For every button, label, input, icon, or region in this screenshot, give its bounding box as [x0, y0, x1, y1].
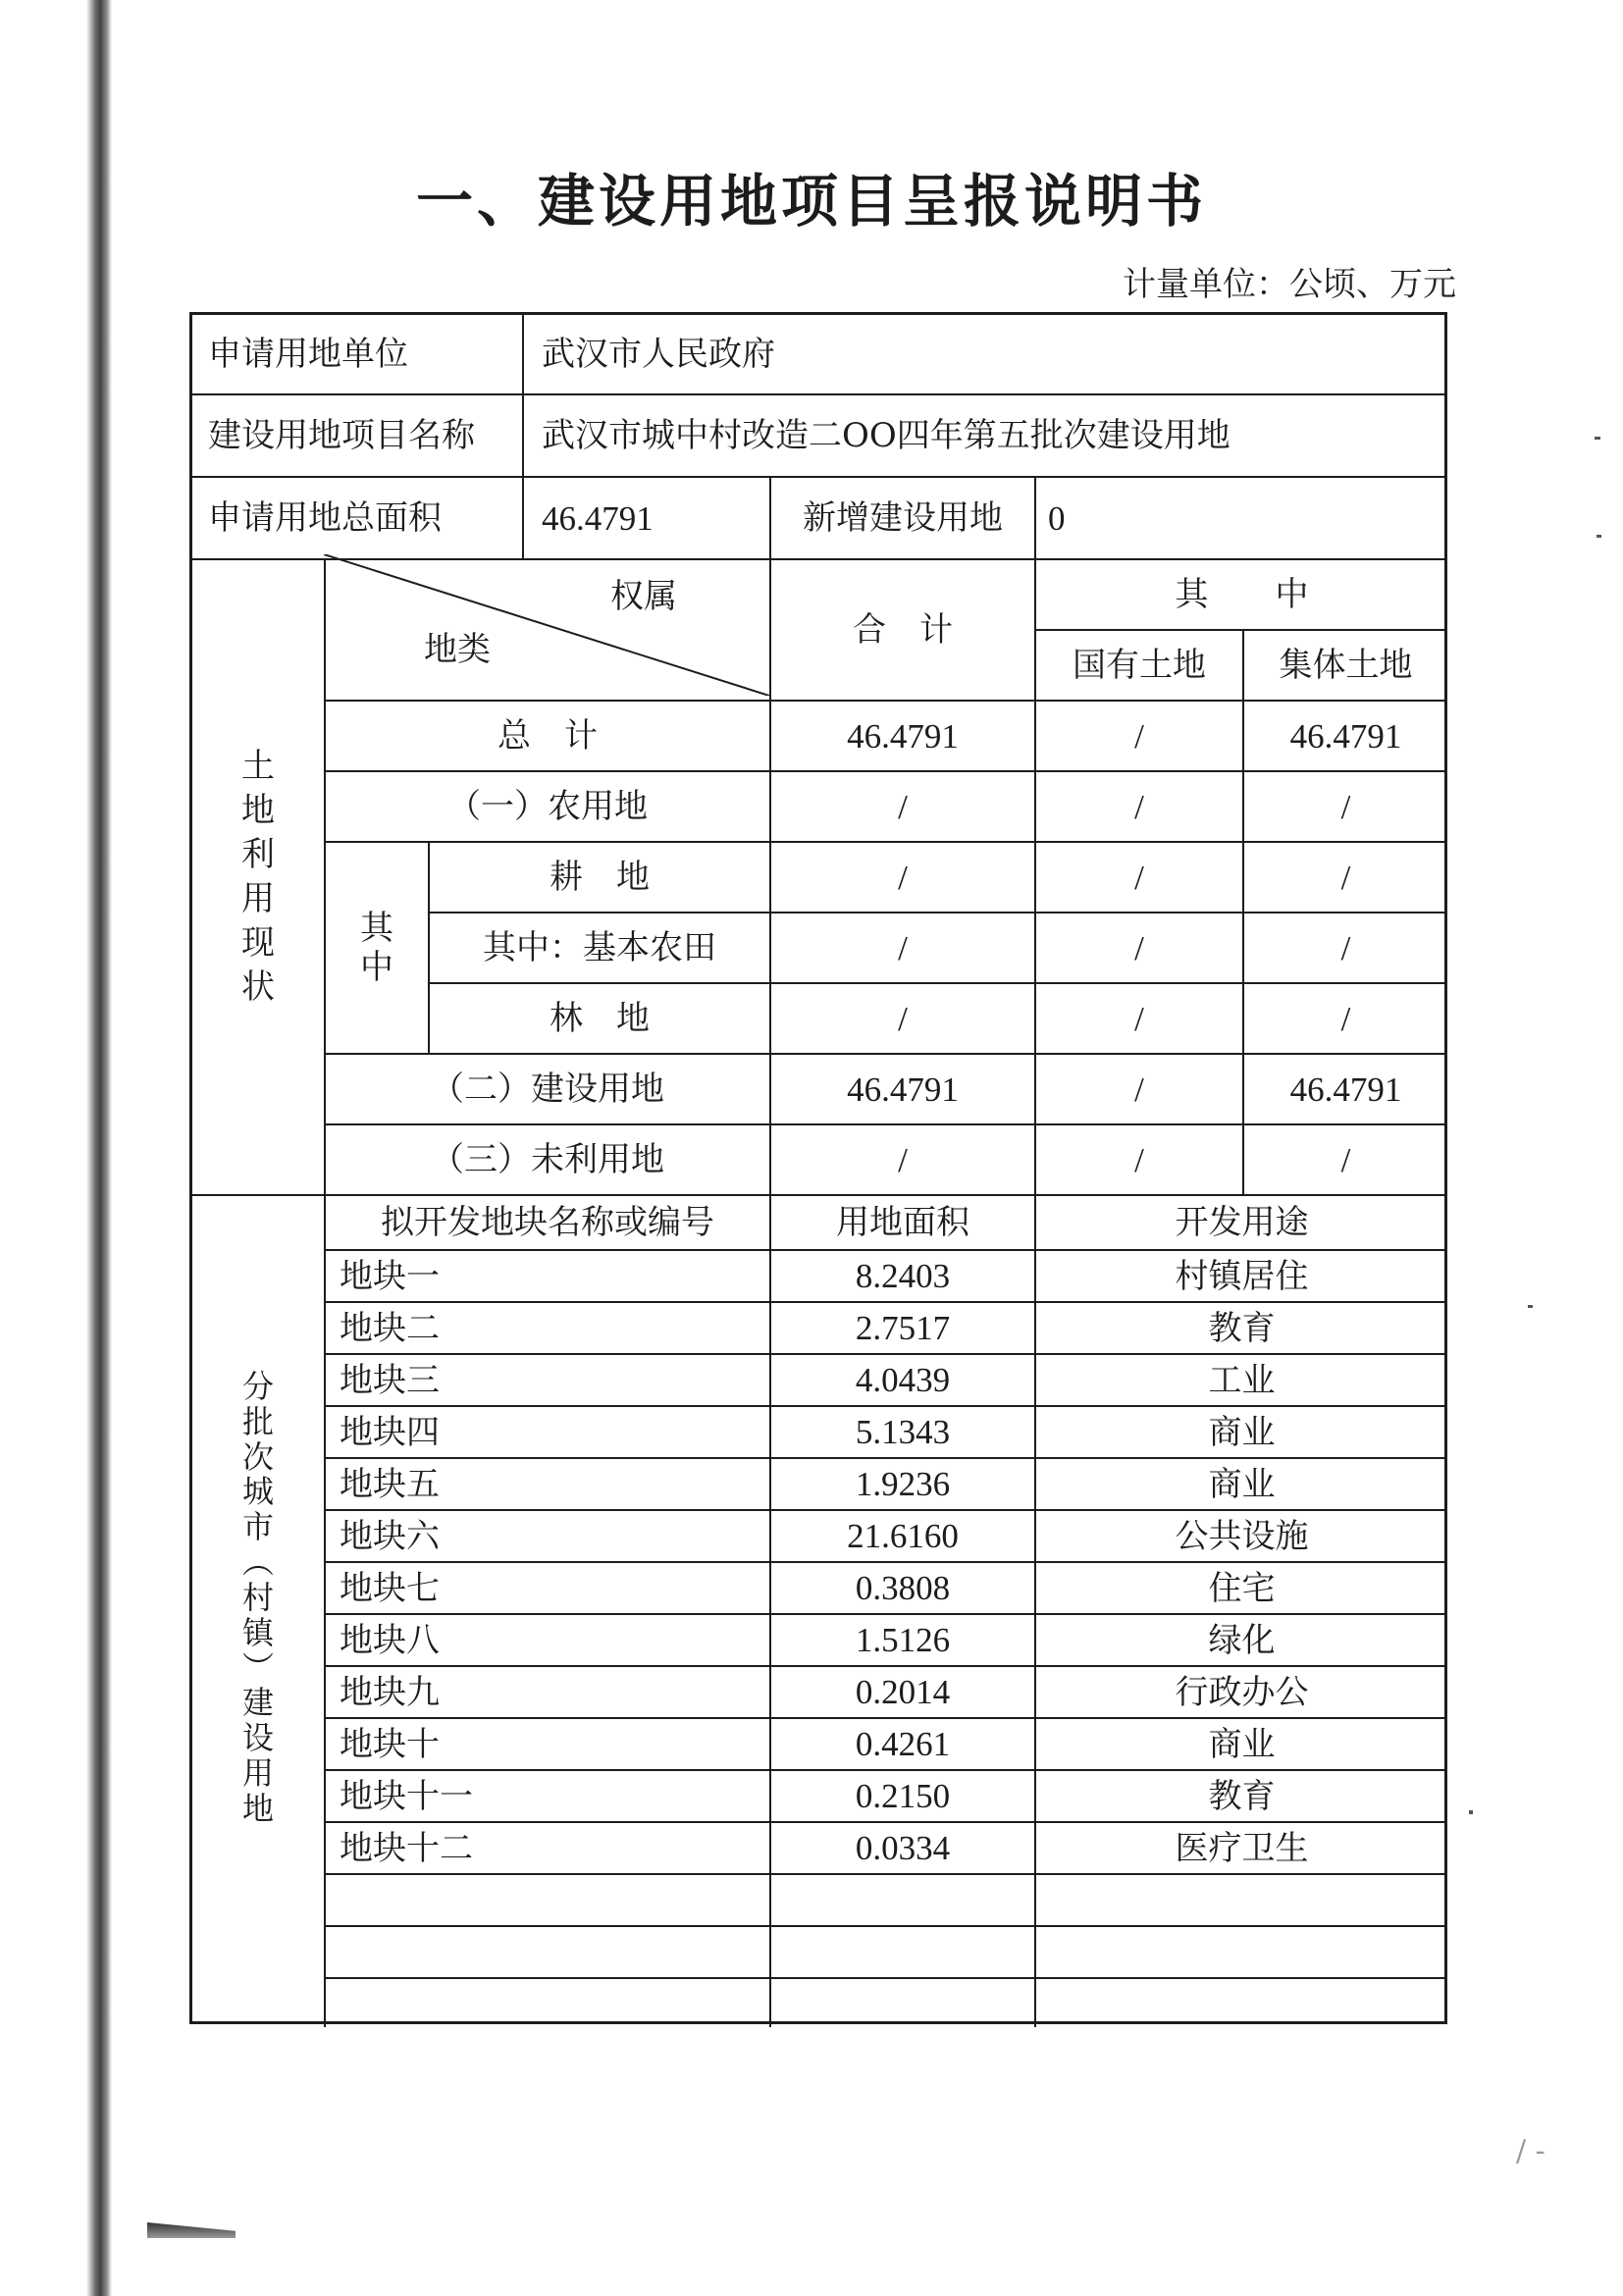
total-area-value: 46.4791 — [542, 498, 654, 538]
plot-use-header: 开发用途 — [1175, 1203, 1309, 1242]
vertical-char: 利 — [241, 835, 275, 875]
cell-collective: / — [1340, 787, 1351, 826]
plot-name: 地块五 — [340, 1464, 440, 1504]
land-application-form — [189, 312, 1447, 2024]
cell-sum: 46.4791 — [847, 1070, 959, 1109]
plot-area-header: 用地面积 — [836, 1203, 969, 1242]
cell-collective: / — [1340, 858, 1351, 897]
cell-sum: / — [898, 858, 908, 897]
applicant-label: 申请用地单位 — [208, 335, 408, 374]
cell-sum: / — [898, 1140, 908, 1179]
cell-state: / — [1134, 1140, 1144, 1179]
cell-state: / — [1134, 999, 1144, 1038]
scan-corner-mark — [147, 2222, 236, 2238]
vertical-char: 建 — [241, 1684, 274, 1722]
plot-area: 0.4261 — [855, 1725, 951, 1763]
plot-name: 地块十 — [340, 1724, 440, 1764]
cell-collective: 46.4791 — [1289, 716, 1402, 756]
plot-use: 公共设施 — [1175, 1516, 1309, 1556]
category-label: 地类 — [424, 630, 491, 669]
applicant-value: 武汉市人民政府 — [542, 335, 775, 374]
plot-name: 地块六 — [340, 1516, 440, 1556]
vertical-char: 设 — [241, 1719, 274, 1757]
cell-sum: 46.4791 — [847, 716, 959, 756]
scan-edge-shadow — [86, 0, 112, 2296]
plot-use: 商业 — [1208, 1412, 1276, 1452]
cell-state: / — [1134, 1070, 1144, 1109]
cell-sum: / — [898, 928, 908, 967]
plot-area: 0.3808 — [855, 1569, 951, 1607]
ownership-label: 权属 — [610, 577, 677, 616]
sum-column-header: 合 计 — [853, 610, 953, 650]
cell-sum: / — [898, 999, 908, 1038]
row-label-construction: （二）建设用地 — [431, 1070, 664, 1109]
plot-use: 工业 — [1208, 1360, 1276, 1400]
vertical-char: 批 — [241, 1402, 274, 1440]
vertical-char: 分 — [241, 1368, 274, 1405]
plot-use: 商业 — [1208, 1724, 1276, 1764]
row-label-forest: 林 地 — [550, 999, 650, 1038]
plot-area: 1.5126 — [855, 1621, 951, 1659]
plot-name: 地块八 — [340, 1620, 440, 1660]
vertical-char: 镇 — [241, 1613, 274, 1651]
vertical-char: ︵ — [241, 1543, 274, 1582]
cell-state: / — [1134, 716, 1144, 756]
cell-state: / — [1134, 787, 1144, 826]
unit-note: 计量单位：公顷、万元 — [1123, 265, 1456, 304]
plot-area: 4.0439 — [855, 1361, 951, 1399]
rule — [522, 315, 524, 558]
scan-speck — [1469, 1810, 1473, 1814]
plot-name: 地块七 — [340, 1568, 440, 1608]
plot-area: 0.0334 — [855, 1829, 951, 1867]
cell-collective: / — [1340, 1140, 1351, 1179]
row-label-unused: （三）未利用地 — [431, 1140, 664, 1179]
vertical-char: 市 — [241, 1508, 274, 1546]
plot-area: 21.6160 — [847, 1517, 959, 1555]
plot-use: 教育 — [1208, 1308, 1276, 1348]
plot-name: 地块十二 — [340, 1828, 473, 1868]
sub-category-label — [326, 843, 428, 1053]
plot-use: 医疗卫生 — [1175, 1828, 1309, 1868]
rule — [324, 1925, 1444, 1927]
vertical-char: 城 — [241, 1473, 274, 1511]
state-land-header: 国有土地 — [1073, 646, 1206, 685]
plot-use: 行政办公 — [1175, 1672, 1309, 1712]
vertical-char: ︶ — [241, 1648, 274, 1687]
document-title: 一、建设用地项目呈报说明书 — [415, 168, 1207, 235]
vertical-char: 其 — [360, 908, 393, 948]
vertical-char: 状 — [241, 966, 275, 1007]
row-label-basic-farmland: 其中：基本农田 — [483, 928, 716, 967]
scan-speck — [1595, 437, 1600, 440]
plot-area: 0.2014 — [855, 1673, 951, 1711]
vertical-char: 现 — [241, 922, 275, 963]
row-label-cultivated: 耕 地 — [550, 858, 650, 897]
new-land-value: 0 — [1048, 498, 1066, 538]
vertical-char: 地 — [241, 791, 275, 831]
cell-state: / — [1134, 858, 1144, 897]
plot-name: 地块十一 — [340, 1776, 473, 1816]
cell-sum: / — [898, 787, 908, 826]
vertical-char: 土 — [241, 747, 275, 787]
plot-name: 地块九 — [340, 1672, 440, 1712]
page-scribble: / - — [1516, 2134, 1545, 2168]
plot-name: 地块二 — [340, 1308, 440, 1348]
plot-name: 地块四 — [340, 1412, 440, 1452]
plot-name-header: 拟开发地块名称或编号 — [381, 1203, 714, 1242]
among-header: 其 中 — [1175, 575, 1309, 614]
plot-use: 教育 — [1208, 1776, 1276, 1816]
plot-use: 商业 — [1208, 1464, 1276, 1504]
plot-name: 地块三 — [340, 1360, 440, 1400]
plot-use: 绿化 — [1208, 1620, 1276, 1660]
plot-use: 住宅 — [1208, 1568, 1276, 1608]
plot-area: 1.9236 — [855, 1465, 951, 1503]
scan-speck — [1528, 1305, 1533, 1308]
plots-section-label — [192, 1370, 324, 1958]
row-label-farmland: （一）农用地 — [447, 787, 648, 826]
plot-area: 0.2150 — [855, 1777, 951, 1815]
project-label: 建设用地项目名称 — [208, 416, 475, 455]
vertical-char: 用 — [241, 879, 275, 918]
plot-area: 5.1343 — [855, 1413, 951, 1451]
plot-area: 8.2403 — [855, 1257, 951, 1295]
vertical-char: 用 — [241, 1754, 274, 1793]
cell-collective: 46.4791 — [1289, 1070, 1402, 1109]
plot-area: 2.7517 — [855, 1309, 951, 1347]
vertical-char: 中 — [360, 948, 393, 987]
plot-use: 村镇居住 — [1175, 1256, 1309, 1296]
land-status-section-label — [192, 560, 324, 1194]
cell-collective: / — [1340, 999, 1351, 1038]
vertical-char: 地 — [241, 1789, 274, 1827]
rule — [324, 1873, 1444, 1875]
total-area-label: 申请用地总面积 — [208, 498, 442, 538]
cell-state: / — [1134, 928, 1144, 967]
new-land-label: 新增建设用地 — [803, 498, 1003, 538]
project-value: 武汉市城中村改造二OO四年第五批次建设用地 — [542, 416, 1230, 455]
vertical-char: 村 — [241, 1578, 274, 1616]
rule — [324, 1977, 1444, 1979]
collective-land-header: 集体土地 — [1279, 646, 1413, 685]
cell-collective: / — [1340, 928, 1351, 967]
vertical-char: 次 — [241, 1437, 274, 1476]
scan-speck — [1597, 535, 1601, 538]
rule — [1034, 476, 1036, 558]
plot-name: 地块一 — [340, 1256, 440, 1296]
row-label-total: 总 计 — [497, 716, 598, 756]
